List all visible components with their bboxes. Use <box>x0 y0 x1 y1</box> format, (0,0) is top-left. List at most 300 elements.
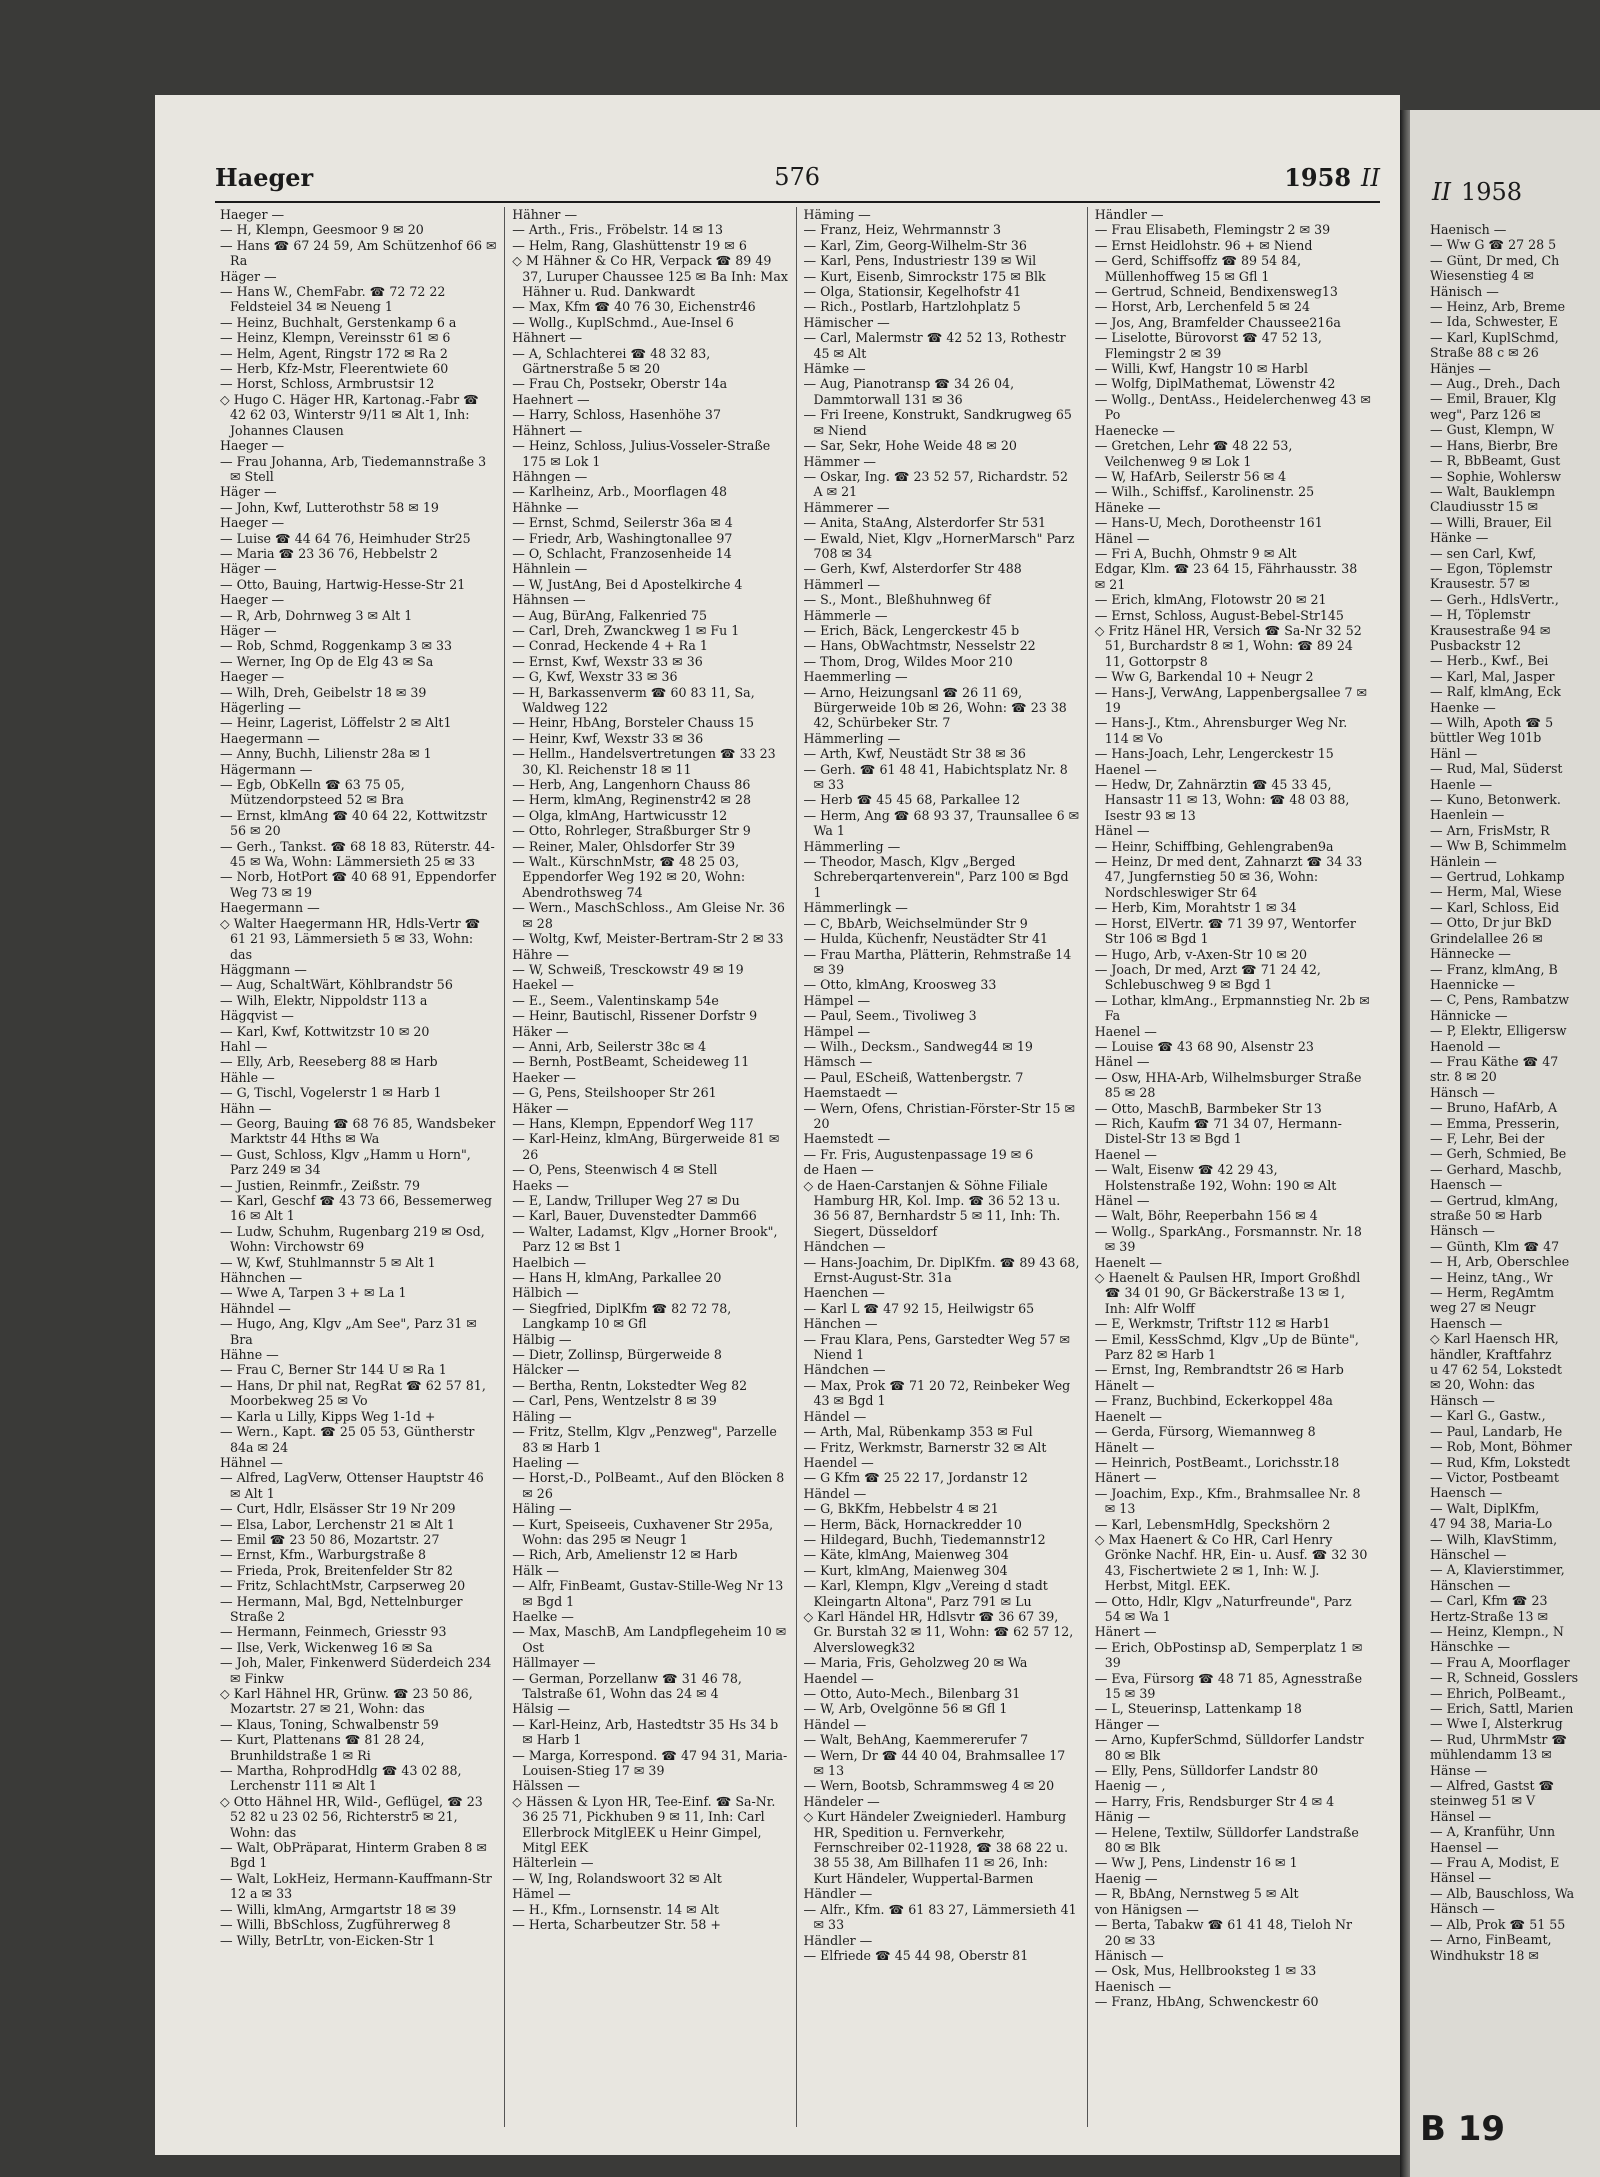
adjacent-entry-line: — Franz, klmAng, B <box>1430 961 1558 977</box>
surname-heading: Häming — <box>803 207 871 222</box>
directory-entry: — G, Kwf, Wexstr 33 ✉ 36 <box>512 669 678 685</box>
directory-entry: — Wern, Ofens, Christian-Förster-Str 15 ✉ 20 <box>803 1100 1076 1131</box>
surname-heading: Haegermann — <box>220 900 320 916</box>
adjacent-entry-line: — Wilh, Apoth ☎ 5 <box>1430 715 1554 730</box>
surname-heading: Hälbich — <box>512 1285 579 1301</box>
directory-entry: — Osw, HHA-Arb, Wilhelmsburger Straße 85 ✉ 28 <box>1094 1069 1362 1101</box>
directory-entry: — Walt, ObPräparat, Hinterm Graben 8 ✉ Bgd 1 <box>220 1840 487 1871</box>
adjacent-entry-line: — Erich, Sattl, Marien <box>1430 1701 1574 1716</box>
surname-heading: Hahl — <box>220 1038 268 1054</box>
surname-heading: Hänelt — <box>1094 1377 1155 1393</box>
directory-entry: — Klaus, Toning, Schwalbenstr 59 <box>220 1716 439 1732</box>
adjacent-entry-line: Hännicke — <box>1430 1007 1508 1023</box>
directory-entry: — Aug, BürAng, Falkenried 75 <box>512 607 707 623</box>
surname-heading: Hähnsen — <box>512 592 586 608</box>
directory-entry: — Otto, MaschB, Barmbeker Str 13 <box>1094 1100 1322 1116</box>
surname-heading: Häger — <box>220 622 277 638</box>
directory-entry: ◇ Karl Händel HR, Hdlsvtr ☎ 36 67 39, Gr. Burstah 32 ✉ 11, Wohn: ☎ 62 57 12, Alverslowegk32 <box>803 1608 1074 1655</box>
adjacent-entry-line: — Arn, FrisMstr, R <box>1430 822 1550 838</box>
directory-entry: — Hans, Dr phil nat, RegRat ☎ 62 57 81, Moorbekweg 25 ✉ Vo <box>220 1377 486 1409</box>
directory-entry: — Olga, Stationsir, Kegelhofstr 41 <box>803 284 1022 300</box>
adjacent-volume-numeral: II <box>1432 178 1451 206</box>
directory-entry: — Karl-Heinz, Arb, Hastedtstr 35 Hs 34 b ✉ Harb 1 <box>512 1716 779 1748</box>
surname-heading: Hällmayer — <box>512 1655 596 1671</box>
adjacent-entry-line: — Frau A, Moorflager <box>1430 1654 1570 1670</box>
adjacent-entry-line: — Emma, Presserin, <box>1430 1115 1560 1131</box>
adjacent-entry-line: — Günt, Dr med, Ch <box>1430 252 1560 268</box>
directory-entry: — Norb, HotPort ☎ 40 68 91, Eppendorfer Weg 73 ✉ 19 <box>220 869 496 900</box>
directory-entry: — Hermann, Feinmech, Griesstr 93 <box>220 1624 447 1640</box>
surname-heading: Häling — <box>512 1408 572 1424</box>
adjacent-entry-line: — C, Pens, Rambatzw <box>1430 992 1569 1008</box>
directory-entry: — Heinr, Schiffbing, Gehlengraben9a <box>1094 838 1334 854</box>
adjacent-entry-line: Claudiusstr 15 ✉ <box>1430 499 1539 515</box>
directory-entry: — Paul, EScheiß, Wattenbergstr. 7 <box>803 1069 1024 1085</box>
surname-heading: Hälk — <box>512 1562 559 1578</box>
directory-entry: — Horst,-D., PolBeamt., Auf den Blöcken 8 ✉ 26 <box>512 1470 785 1501</box>
directory-entry: ◇ de Haen-Carstanjen & Söhne Filiale Hamburg HR, Kol. Imp. ☎ 36 52 13 u. 36 56 87, Bernhardstr 5 ✉ 11, Inh: Th. Siegert, Düsseldorf <box>803 1177 1061 1239</box>
directory-entry: — Franz, Heiz, Wehrmannstr 3 <box>803 222 1001 238</box>
directory-entry: — Ernst, Schmd, Seilerstr 36a ✉ 4 <box>512 515 733 531</box>
surname-heading: Haeger — <box>220 592 285 608</box>
directory-entry: — W, Schweiß, Tresckowstr 49 ✉ 19 <box>512 961 744 977</box>
directory-entry: — Elsa, Labor, Lerchenstr 21 ✉ Alt 1 <box>220 1516 455 1532</box>
directory-entry: — Willi, BbSchloss, Zugführerweg 8 <box>220 1917 451 1933</box>
adjacent-entry-line: — Wwe I, Alsterkrug <box>1430 1716 1563 1732</box>
surname-heading: Händler — <box>803 1932 873 1948</box>
adjacent-entry-line: — Alfred, Gastst ☎ <box>1430 1778 1555 1794</box>
directory-entry: — Kurt, Speiseeis, Cuxhavener Str 295a, Wohn: das 295 ✉ Neugr 1 <box>512 1516 774 1547</box>
directory-entry: — German, Porzellanw ☎ 31 46 78, Talstraße 61, Wohn das 24 ✉ 4 <box>512 1670 742 1701</box>
adjacent-entry-line: — Alb, Prok ☎ 51 55 <box>1430 1916 1566 1932</box>
directory-entry: — Carl, Malermstr ☎ 42 52 13, Rothestr 45 ✉ Alt <box>803 330 1066 361</box>
directory-entry: — Carl, Dreh, Zwanckweg 1 ✉ Fu 1 <box>512 622 740 638</box>
directory-entry: — Karl, Geschf ☎ 43 73 66, Bessemerweg 16 ✉ Alt 1 <box>220 1193 492 1224</box>
directory-entry: — Anny, Buchh, Lilienstr 28a ✉ 1 <box>220 746 432 762</box>
surname-heading: Haeger — <box>220 515 285 531</box>
directory-entry: — Arth., Fris., Fröbelstr. 14 ✉ 13 <box>512 222 724 238</box>
adjacent-entry-line: — F, Lehr, Bei der <box>1430 1130 1545 1146</box>
directory-entry: — Karl, Kwf, Kottwitzstr 10 ✉ 20 <box>220 1023 430 1039</box>
directory-entry: — G, BkKfm, Hebbelstr 4 ✉ 21 <box>803 1501 999 1517</box>
surname-heading: Haenecke — <box>1094 422 1175 438</box>
adjacent-entry-line: — Heinz, Arb, Breme <box>1430 299 1566 315</box>
surname-heading: Haenel — <box>1094 761 1157 777</box>
adjacent-entry-line: Haenisch — <box>1430 222 1507 237</box>
surname-heading: Häker — <box>512 1023 569 1039</box>
directory-entry: — Willi, klmAng, Armgartstr 18 ✉ 39 <box>220 1901 457 1917</box>
directory-entry: — Wilh, Elektr, Nippoldstr 113 a <box>220 992 428 1008</box>
surname-heading: Hähn — <box>220 1100 272 1116</box>
adjacent-entry-line: — H, Töplemstr <box>1430 607 1531 623</box>
directory-entry: — Wollg., SparkAng., Forsmannstr. Nr. 18 ✉ 39 <box>1094 1223 1362 1255</box>
directory-entry: — E., Seem., Valentinskamp 54e <box>512 992 719 1008</box>
directory-entry: — G Kfm ☎ 25 22 17, Jordanstr 12 <box>803 1470 1028 1486</box>
surname-heading: Hänert — <box>1094 1624 1157 1640</box>
column-1 <box>213 207 504 2127</box>
directory-entry: — Maria ☎ 23 36 76, Hebbelstr 2 <box>220 545 438 561</box>
adjacent-entry-line: Hänke — <box>1430 530 1489 546</box>
adjacent-entry-line: — Karl, KuplSchmd, <box>1430 329 1559 345</box>
adjacent-entry-line: ◇ Karl Haensch HR, <box>1430 1331 1559 1347</box>
directory-entry: ◇ Hässen & Lyon HR, Tee-Einf. ☎ Sa-Nr. 36 25 71, Pickhuben 9 ✉ 11, Inh: Carl Ellerbrock MitglEEK u Heinr Gimpel, Mitgl EEK <box>512 1793 776 1856</box>
directory-entry: — Ewald, Niet, Klgv „HornerMarsch" Parz 708 ✉ 34 <box>803 530 1075 561</box>
book-spine-fold <box>1400 110 1410 2177</box>
surname-heading: de Haen — <box>803 1162 874 1178</box>
directory-entry: — Walt, BehAng, Kaemmererufer 7 <box>803 1732 1029 1748</box>
adjacent-entry-line: Haensel — <box>1430 1839 1499 1855</box>
directory-entry: — Thom, Drog, Wildes Moor 210 <box>803 653 1013 669</box>
page-header <box>215 157 1380 203</box>
directory-entry: — Fritz, Stellm, Klgv „Penzweg", Parzelle 83 ✉ Harb 1 <box>512 1424 777 1455</box>
directory-entry: — O, Pens, Steenwisch 4 ✉ Stell <box>512 1162 718 1178</box>
directory-entry: ◇ Kurt Händeler Zweigniederl. Hamburg HR, Spedition u. Fernverkehr, Fernschreiber 02-11928, ☎ 38 68 22 u. 38 55 38, Am Billhafen 11 ✉ 26, Inh: Kurt Händeler, Wuppertal-Barmen <box>803 1809 1069 1886</box>
directory-entry: — Ww J, Pens, Lindenstr 16 ✉ 1 <box>1094 1855 1298 1871</box>
adjacent-entry-line: Krausestraße 94 ✉ <box>1430 622 1551 638</box>
directory-entry: — Herm, Ang ☎ 68 93 37, Traunsallee 6 ✉ Wa 1 <box>803 807 1080 839</box>
surname-heading: Händel — <box>803 1408 867 1424</box>
adjacent-entry-line: Straße 88 c ✉ 26 <box>1430 345 1539 361</box>
surname-heading: Hämmerer — <box>803 499 890 515</box>
directory-entry: — Egb, ObKelln ☎ 63 75 05, Mützendorpsteed 52 ✉ Bra <box>220 777 405 808</box>
surname-heading: Hähndel — <box>220 1300 291 1316</box>
directory-entry: — Siegfried, DiplKfm ☎ 82 72 78, Langkamp 10 ✉ Gfl <box>512 1300 732 1332</box>
adjacent-entry-line: Hänjes — <box>1430 360 1492 376</box>
surname-heading: Hähnlein — <box>512 561 588 577</box>
surname-heading: Händel — <box>803 1485 867 1501</box>
surname-heading: Häker — <box>512 1100 569 1116</box>
directory-entry: — Frau Martha, Plätterin, Rehmstraße 14 ✉ 39 <box>803 946 1072 977</box>
surname-heading: Hähle — <box>220 1069 275 1085</box>
directory-entry: — Bertha, Rentn, Lokstedter Weg 82 <box>512 1377 748 1393</box>
directory-entry: — Herta, Scharbeutzer Str. 58 + <box>512 1917 721 1933</box>
adjacent-entry-line: — Frau A, Modist, E <box>1430 1855 1560 1871</box>
surname-heading: Händler — <box>803 1886 873 1902</box>
directory-entry: — Otto, klmAng, Kroosweg 33 <box>803 977 997 993</box>
directory-entry: — Justien, Reinmfr., Zeißstr. 79 <box>220 1177 421 1193</box>
adjacent-entry-line: Grindelallee 26 ✉ <box>1430 930 1543 946</box>
directory-entry: — Friedr, Arb, Washingtonallee 97 <box>512 530 733 546</box>
directory-entry: — Ernst Heidlohstr. 96 + ✉ Niend <box>1094 237 1313 253</box>
adjacent-entry-line: Haensch — <box>1430 1485 1503 1501</box>
directory-entry: — Frau Johanna, Arb, Tiedemannstraße 3 ✉ Stell <box>220 453 487 484</box>
adjacent-page-header <box>1432 178 1522 206</box>
directory-entry: — Frau Elisabeth, Flemingstr 2 ✉ 39 <box>1094 222 1331 238</box>
surname-heading: Hänert — <box>1094 1470 1157 1486</box>
directory-entry: — Alfred, LagVerw, Ottenser Hauptstr 46 ✉ Alt 1 <box>220 1470 484 1501</box>
page-number: 576 <box>774 163 820 191</box>
adjacent-entry-line: — Carl, Kfm ☎ 23 <box>1430 1593 1548 1609</box>
adjacent-entry-line: — Rud, Mal, Süderst <box>1430 761 1563 777</box>
directory-entry: — Hugo, Arb, v-Axen-Str 10 ✉ 20 <box>1094 946 1307 962</box>
adjacent-entry-line: mühlendamm 13 ✉ <box>1430 1747 1552 1763</box>
directory-entry: — Paul, Seem., Tivoliweg 3 <box>803 1008 977 1024</box>
directory-entry: — John, Kwf, Lutterothstr 58 ✉ 19 <box>220 499 439 515</box>
directory-entry: — Alfr, FinBeamt, Gustav-Stille-Weg Nr 13 ✉ Bgd 1 <box>512 1578 784 1609</box>
directory-entry: — Karl, Zim, Georg-Wilhelm-Str 36 <box>803 237 1027 253</box>
surname-heading: Edgar, Klm. ☎ 23 64 15, Fährhausstr. 38 ✉ 21 <box>1094 561 1358 592</box>
directory-entry: — Walt, LokHeiz, Hermann-Kauffmann-Str 12 a ✉ 33 <box>220 1870 492 1902</box>
column-4 <box>1087 207 1378 2127</box>
surname-heading: Hämsch — <box>803 1054 873 1070</box>
directory-entry: — Erich, ObPostinsp aD, Semperplatz 1 ✉ 39 <box>1094 1639 1363 1671</box>
surname-heading: Hänelt — <box>1094 1439 1155 1455</box>
directory-entry: — Hans-J, VerwAng, Lappenbergsallee 7 ✉ 19 <box>1094 684 1368 715</box>
directory-entry: — Frieda, Prok, Breitenfelder Str 82 <box>220 1562 453 1578</box>
directory-entry: — Joach, Dr med, Arzt ☎ 71 24 42, Schlebuschweg 9 ✉ Bgd 1 <box>1094 961 1321 993</box>
directory-entry: — Woltg, Kwf, Meister-Bertram-Str 2 ✉ 33 <box>512 931 784 947</box>
directory-entry: — Ernst, Ing, Rembrandtstr 26 ✉ Harb <box>1094 1362 1344 1378</box>
surname-heading: Hägqvist — <box>220 1008 294 1024</box>
surname-heading: Händel — <box>803 1716 867 1732</box>
adjacent-entry-line: — Karl G., Gastw., <box>1430 1408 1546 1424</box>
directory-entry: — H., Kfm., Lornsenstr. 14 ✉ Alt <box>512 1901 719 1917</box>
directory-entry: — Joachim, Exp., Kfm., Brahmsallee Nr. 8 ✉ 13 <box>1094 1485 1361 1517</box>
surname-heading: Hänel — <box>1094 823 1150 839</box>
directory-entry: — Fritz, Werkmstr, Barnerstr 32 ✉ Alt <box>803 1439 1047 1455</box>
directory-entry: — Alfr., Kfm. ☎ 61 83 27, Lämmersieth 41 ✉ 33 <box>803 1901 1077 1933</box>
surname-heading: Hämmer — <box>803 453 876 469</box>
adjacent-entry-line: — Emil, Brauer, Klg <box>1430 391 1557 407</box>
directory-entry: — Kurt, Eisenb, Simrockstr 175 ✉ Blk <box>803 268 1046 284</box>
adjacent-entry-line: Hänsch — <box>1430 1901 1495 1917</box>
directory-entry: ◇ Karl Hähnel HR, Grünw. ☎ 23 50 86, Mozartstr. 27 ✉ 21, Wohn: das <box>220 1686 473 1717</box>
adjacent-entry-line: — Ww G ☎ 27 28 5 <box>1430 237 1557 253</box>
surname-heading: Hämke — <box>803 361 866 377</box>
directory-entry: — Fr. Fris, Augustenpassage 19 ✉ 6 <box>803 1146 1034 1162</box>
surname-heading: Haendel — <box>803 1454 874 1470</box>
directory-entry: — Harry, Schloss, Hasenhöhe 37 <box>512 407 721 423</box>
surname-heading: Händchen — <box>803 1362 886 1378</box>
surname-heading: Hähre — <box>512 946 569 962</box>
adjacent-entry-line: — Gertrud, klmAng, <box>1430 1192 1559 1208</box>
surname-heading: Hähnchen — <box>220 1270 303 1286</box>
directory-entry: — Karl-Heinz, klmAng, Bürgerweide 81 ✉ 26 <box>512 1131 780 1162</box>
surname-heading: Hänel — <box>1094 1193 1150 1208</box>
directory-entry: — Gertrud, Schneid, Bendixensweg13 <box>1094 284 1338 300</box>
adjacent-entry-line: — Heinz, Klempn., N <box>1430 1623 1564 1639</box>
adjacent-entry-line: weg", Parz 126 ✉ <box>1430 406 1541 422</box>
directory-entry: — Otto, Rohrleger, Straßburger Str 9 <box>512 823 751 839</box>
surname-heading: Haemstaedt — <box>803 1085 898 1101</box>
directory-entry: — Walt., KürschnMstr, ☎ 48 25 03, Eppendorfer Weg 192 ✉ 20, Wohn: Abendrothsweg 74 <box>512 854 746 900</box>
adjacent-entry-line: — Sophie, Wohlersw <box>1430 468 1561 484</box>
directory-entry: — Maria, Fris, Geholzweg 20 ✉ Wa <box>803 1655 1028 1671</box>
directory-entry: — R, Arb, Dohrnweg 3 ✉ Alt 1 <box>220 607 413 623</box>
directory-entry: — Max, Kfm ☎ 40 76 30, Eichenstr46 <box>512 299 756 315</box>
adjacent-entry-line: 47 94 38, Maria-Lo <box>1430 1516 1553 1532</box>
adjacent-entry-line: — Egon, Töplemstr <box>1430 560 1553 576</box>
surname-heading: Hänisch — <box>1094 1947 1164 1963</box>
adjacent-entry-line: — Walt, Bauklempn <box>1430 483 1556 499</box>
directory-entry: — Hedw, Dr, Zahnärztin ☎ 45 33 45, Hansastr 11 ✉ 13, Wohn: ☎ 48 03 88, Isestr 93 ✉ 13 <box>1094 777 1350 823</box>
directory-entry: — Heinz, Dr med dent, Zahnarzt ☎ 34 33 47, Jungfernstieg 50 ✉ 36, Wohn: Nordschleswiger Str 64 <box>1094 854 1363 900</box>
column-2 <box>504 207 795 2127</box>
directory-entry: — Elfriede ☎ 45 44 98, Oberstr 81 <box>803 1947 1029 1963</box>
directory-entry: — Heinz, Klempn, Vereinsstr 61 ✉ 6 <box>220 330 451 346</box>
surname-heading: Hähner — <box>512 207 578 222</box>
directory-entry: — Fritz, SchlachtMstr, Carpserweg 20 <box>220 1578 466 1594</box>
adjacent-entry-line: Hänschke — <box>1430 1639 1510 1655</box>
surname-heading: Hämmerling — <box>803 838 901 854</box>
surname-heading: Häneke — <box>1094 499 1161 515</box>
sheet-signature: B 19 <box>1420 2109 1506 2149</box>
adjacent-entry-line: — Rud, UhrmMstr ☎ <box>1430 1731 1568 1747</box>
directory-entry: — Aug, SchaltWärt, Köhlbrandstr 56 <box>220 977 453 993</box>
directory-entry: — Wern., Kapt. ☎ 25 05 53, Güntherstr 84a ✉ 24 <box>220 1424 475 1455</box>
adjacent-entry-line: Hänsch — <box>1430 1084 1495 1100</box>
directory-entry: — Karla u Lilly, Kipps Weg 1-1d + <box>220 1408 436 1424</box>
directory-entry: — Willy, BetrLtr, von-Eicken-Str 1 <box>220 1932 436 1948</box>
adjacent-year: 1958 <box>1460 178 1523 206</box>
directory-entry: — Hildegard, Buchh, Tiedemannstr12 <box>803 1531 1046 1547</box>
surname-heading: Haeger — <box>220 207 285 222</box>
directory-entry: — Wolfg, DiplMathemat, Löwenstr 42 <box>1094 376 1336 392</box>
directory-entry: — Erich, klmAng, Flotowstr 20 ✉ 21 <box>1094 592 1327 608</box>
surname-heading: Hänger — <box>1094 1716 1160 1732</box>
adjacent-entry-line: händler, Kraftfahrz <box>1430 1346 1552 1362</box>
directory-entry: — Elly, Arb, Reeseberg 88 ✉ Harb <box>220 1054 438 1070</box>
directory-entry: — S., Mont., Bleßhuhnweg 6f <box>803 592 991 608</box>
directory-entry: — Bernh, PostBeamt, Scheideweg 11 <box>512 1054 750 1070</box>
directory-entry: — Carl, Pens, Wentzelstr 8 ✉ 39 <box>512 1393 717 1409</box>
directory-entry: — Anita, StaAng, Alsterdorfer Str 531 <box>803 515 1047 531</box>
directory-entry: — Rich., Postlarb, Hartzlohplatz 5 <box>803 299 1021 315</box>
directory-entry: — Rob, Schmd, Roggenkamp 3 ✉ 33 <box>220 638 453 654</box>
adjacent-entry-line: — Victor, Postbeamt <box>1430 1469 1559 1485</box>
directory-entry: — G, Pens, Steilshooper Str 261 <box>512 1085 717 1101</box>
surname-heading: Haenelt — <box>1094 1408 1162 1424</box>
directory-entry: — R, BbAng, Nernstweg 5 ✉ Alt <box>1094 1886 1299 1902</box>
directory-entry: — Rich, Arb, Amelienstr 12 ✉ Harb <box>512 1547 738 1563</box>
surname-heading: Häggmann — <box>220 961 307 977</box>
directory-entry: — Frau Klara, Pens, Garstedter Weg 57 ✉ Niend 1 <box>803 1331 1071 1363</box>
directory-entry: — Gerh. ☎ 61 48 41, Habichtsplatz Nr. 8 ✉ 33 <box>803 761 1068 793</box>
directory-entry: — Gretchen, Lehr ☎ 48 22 53, Veilchenweg 9 ✉ Lok 1 <box>1094 438 1293 469</box>
surname-heading: Hägermann — <box>220 761 313 777</box>
directory-entry: — Arno, KupferSchmd, Sülldorfer Landstr 80 ✉ Blk <box>1094 1732 1364 1763</box>
directory-entry: — Horst, Arb, Lerchenfeld 5 ✉ 24 <box>1094 299 1311 315</box>
surname-heading: Hämischer — <box>803 314 890 330</box>
adjacent-entry-line: Haenlein — <box>1430 807 1505 823</box>
directory-entry: — Hans-U, Mech, Dorotheenstr 161 <box>1094 515 1323 531</box>
adjacent-entry-line: — Bruno, HafArb, A <box>1430 1100 1558 1116</box>
adjacent-entry-line: u 47 62 54, Lokstedt <box>1430 1362 1562 1378</box>
adjacent-entry-line: ✉ 20, Wohn: das <box>1430 1377 1535 1393</box>
directory-entry: — Theodor, Masch, Klgv „Berged Schreberqartenverein", Parz 100 ✉ Bgd 1 <box>803 854 1069 900</box>
adjacent-entry-line: — H, Arb, Oberschlee <box>1430 1254 1570 1270</box>
directory-entry: — Hans H, klmAng, Parkallee 20 <box>512 1270 722 1286</box>
directory-entry: — Walter, Ladamst, Klgv „Horner Brook", Parz 12 ✉ Bst 1 <box>512 1223 778 1255</box>
adjacent-entry-line: Hänsel — <box>1430 1808 1492 1824</box>
adjacent-entry-line: Haenold — <box>1430 1038 1501 1054</box>
directory-entry: — Oskar, Ing. ☎ 23 52 57, Richardstr. 52 A ✉ 21 <box>803 468 1069 500</box>
surname-heading: Haemstedt — <box>803 1131 891 1147</box>
directory-entry: — Hulda, Küchenfr, Neustädter Str 41 <box>803 931 1049 947</box>
directory-entry: — Fri A, Buchh, Ohmstr 9 ✉ Alt <box>1094 545 1297 561</box>
directory-entry: — Heinr, Kwf, Wexstr 33 ✉ 36 <box>512 730 704 746</box>
directory-entry: — Erich, Bäck, Lengerckestr 45 b <box>803 622 1020 638</box>
directory-entry: — Ilse, Verk, Wickenweg 16 ✉ Sa <box>220 1639 433 1655</box>
adjacent-entry-line: — Ida, Schwester, E <box>1430 314 1558 330</box>
directory-entry: — Arno, Heizungsanl ☎ 26 11 69, Bürgerweide 10b ✉ 26, Wohn: ☎ 23 38 42, Schürbeker Str. 7 <box>803 684 1067 731</box>
surname-heading: Händchen — <box>803 1239 886 1255</box>
directory-entry: — Franz, Buchbind, Eckerkoppel 48a <box>1094 1393 1333 1409</box>
surname-heading: Hähnel — <box>220 1454 283 1470</box>
directory-entry: — W, JustAng, Bei d Apostelkirche 4 <box>512 576 743 592</box>
directory-entry: — Curt, Hdlr, Elsässer Str 19 Nr 209 <box>220 1501 456 1517</box>
directory-entry: — Hans-Joach, Lehr, Lengerckestr 15 <box>1094 746 1334 762</box>
adjacent-entry-line: — Günth, Klm ☎ 47 <box>1430 1238 1560 1254</box>
directory-entry: — Horst, ElVertr. ☎ 71 39 97, Wentorfer Str 106 ✉ Bgd 1 <box>1094 915 1356 947</box>
directory-entry: — Arth, Mal, Rübenkamp 353 ✉ Ful <box>803 1424 1033 1440</box>
directory-entry: — Wollg., DentAss., Heidelerchenweg 43 ✉ Po <box>1094 391 1371 423</box>
directory-entry: — Jos, Ang, Bramfelder Chaussee216a <box>1094 314 1341 330</box>
surname-heading: Häling — <box>512 1501 572 1517</box>
adjacent-entry-line: Haennicke — <box>1430 976 1515 992</box>
directory-entry: — Anni, Arb, Seilerstr 38c ✉ 4 <box>512 1038 707 1054</box>
directory-entry: — H, Barkassenverm ☎ 60 83 11, Sa, Waldweg 122 <box>512 684 755 715</box>
directory-entry: — L, Steuerinsp, Lattenkamp 18 <box>1094 1701 1302 1717</box>
surname-heading: Haenel — <box>1094 1146 1157 1162</box>
directory-entry: ◇ Hugo C. Häger HR, Kartonag.-Fabr ☎ 42 62 03, Winterstr 9/11 ✉ Alt 1, Inh: Johannes Clausen <box>220 391 479 438</box>
surname-heading: Haemmerling — <box>803 669 908 685</box>
directory-entry: — Gerh., Tankst. ☎ 68 18 83, Rüterstr. 44-45 ✉ Wa, Wohn: Lämmersieth 25 ✉ 33 <box>220 838 495 870</box>
directory-entry: — Herb, Kim, Morahtstr 1 ✉ 34 <box>1094 900 1297 916</box>
adjacent-entry-line: — Arno, FinBeamt, <box>1430 1932 1552 1948</box>
adjacent-entry-line: steinweg 51 ✉ V <box>1430 1793 1536 1809</box>
surname-heading: Häger — <box>220 268 277 284</box>
adjacent-entry-line: — Gust, Klempn, W <box>1430 422 1555 438</box>
directory-entry: — Hugo, Ang, Klgv „Am See", Parz 31 ✉ Bra <box>220 1316 477 1347</box>
adjacent-entry-line: — Herm, RegAmtm <box>1430 1285 1555 1301</box>
directory-entry: — Otto, Auto-Mech., Bilenbarg 31 <box>803 1686 1021 1701</box>
directory-entry: — Herb ☎ 45 45 68, Parkallee 12 <box>803 792 1020 808</box>
surname-heading: Hänel — <box>1094 1054 1150 1070</box>
adjacent-entry-line: Haenle — <box>1430 776 1493 792</box>
surname-heading: von Hänigsen — <box>1094 1901 1199 1917</box>
directory-entry: — Horst, Schloss, Armbrustsir 12 <box>220 376 435 392</box>
adjacent-entry-line: — Otto, Dr jur BkD <box>1430 915 1552 931</box>
adjacent-entry-line: büttler Weg 101b <box>1430 730 1542 746</box>
adjacent-entry-line: Hänse — <box>1430 1762 1488 1778</box>
directory-entry: — Wollg., KuplSchmd., Aue-Insel 6 <box>512 314 734 330</box>
directory-entry: — Wwe A, Tarpen 3 + ✉ La 1 <box>220 1285 407 1301</box>
surname-heading: Hähnert — <box>512 422 583 438</box>
directory-entry: — Helm, Agent, Ringstr 172 ✉ Ra 2 <box>220 345 448 361</box>
directory-entry: — Olga, klmAng, Hartwicusstr 12 <box>512 807 728 823</box>
directory-entry: — Heinr, Lagerist, Löffelstr 2 ✉ Alt1 <box>220 715 452 731</box>
surname-heading: Haenig — , <box>1094 1778 1166 1794</box>
directory-entry: — Werner, Ing Op de Elg 43 ✉ Sa <box>220 653 434 669</box>
surname-heading: Haegermann — <box>220 730 320 746</box>
directory-entry: — Karl, Pens, Industriestr 139 ✉ Wil <box>803 253 1037 269</box>
surname-heading: Hänel — <box>1094 530 1150 546</box>
directory-entry: — Walt, Böhr, Reeperbahn 156 ✉ 4 <box>1094 1208 1318 1224</box>
adjacent-entry-line: straße 50 ✉ Harb <box>1430 1208 1543 1223</box>
surname-heading: Häger — <box>220 484 277 500</box>
adjacent-entry-line: — Gerhard, Maschb, <box>1430 1161 1562 1177</box>
directory-entry: — Lothar, klmAng., Erpmannstieg Nr. 2b ✉ Fa <box>1094 992 1370 1024</box>
directory-entry: — Martha, RohprodHdlg ☎ 43 02 88, Lerchenstr 111 ✉ Alt 1 <box>220 1763 462 1794</box>
surname-heading: Haelke — <box>512 1608 574 1624</box>
directory-entry: — Wern, Bootsb, Schrammsweg 4 ✉ 20 <box>803 1778 1055 1794</box>
directory-entry: — Ernst, Kwf, Wexstr 33 ✉ 36 <box>512 653 703 669</box>
directory-entry: ◇ Max Haenert & Co HR, Carl Henry Grönke Nachf. HR, Ein- u. Ausf. ☎ 32 30 43, Fischertwiete 2 ✉ 1, Inh: W. J. Herbst, Mitgl. EEK. <box>1094 1531 1368 1594</box>
surname-heading: Hälsig — <box>512 1701 570 1717</box>
directory-entry: ◇ Fritz Hänel HR, Versich ☎ Sa-Nr 32 52 51, Burchardstr 8 ✉ 1, Wohn: ☎ 89 24 11, Gottorpstr 8 <box>1094 622 1362 669</box>
directory-entry: — W, HafArb, Seilerstr 56 ✉ 4 <box>1094 468 1287 484</box>
